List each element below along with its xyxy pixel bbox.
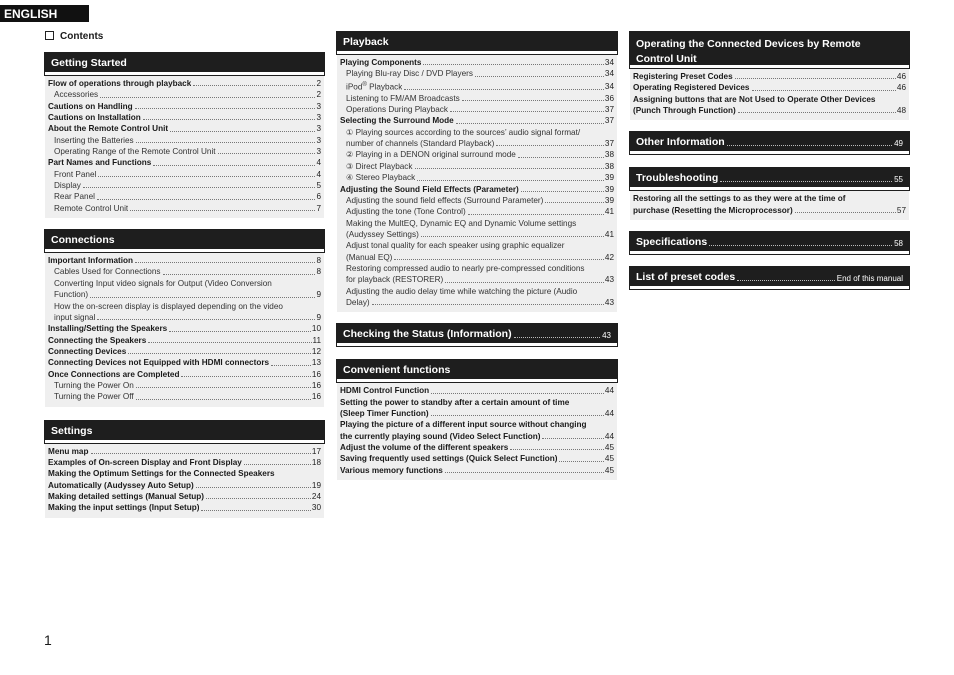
entry-text: number of channels (Standard Playback) — [346, 139, 495, 149]
dot-leader — [468, 214, 604, 215]
dot-leader — [738, 112, 896, 113]
section-troubleshooting — [630, 168, 909, 220]
toc-entry[interactable] — [48, 157, 321, 168]
entry-page: 37 — [604, 116, 614, 126]
entry-text: ③ Direct Playback — [346, 161, 413, 171]
entry-page: 39 — [604, 195, 614, 205]
dot-leader — [206, 498, 311, 499]
entry-text: Connecting Devices not Equipped with HDMI connectors — [48, 358, 270, 368]
entry-text: Part Names and Functions — [48, 158, 152, 168]
section-header-convenient[interactable] — [337, 360, 617, 382]
dot-leader — [431, 393, 604, 394]
toc-entry[interactable] — [340, 229, 614, 240]
entry-text: Remote Control Unit — [54, 203, 129, 213]
dot-leader — [181, 376, 310, 377]
dot-leader — [136, 399, 311, 400]
entry-text: Adjusting the tone (Tone Control) — [346, 207, 466, 217]
dot-leader — [97, 199, 315, 200]
convenient-entries — [337, 382, 617, 480]
dot-leader — [456, 123, 604, 124]
entry-page: 3 — [316, 124, 321, 134]
entry-text — [340, 80, 402, 93]
dot-leader — [445, 282, 604, 283]
toc-entry[interactable] — [48, 266, 321, 277]
dot-leader — [521, 191, 604, 192]
contents-heading — [45, 31, 103, 42]
section-playback — [337, 32, 617, 312]
toc-entry-line[interactable]: ① Playing sources according to the sources’ audio signal format/ — [346, 127, 581, 137]
toc-entry[interactable] — [340, 385, 614, 396]
section-title: Checking the Status (Information) — [343, 328, 512, 341]
section-header-troubleshooting[interactable] — [630, 168, 909, 190]
entry-page: 38 — [604, 161, 614, 171]
entry-text: Inserting the Batteries — [54, 135, 134, 145]
dot-leader — [709, 245, 892, 246]
dot-leader — [170, 131, 315, 132]
dot-leader — [394, 259, 603, 260]
playback-entries — [337, 54, 617, 312]
toc-entry[interactable] — [340, 149, 614, 160]
dot-leader — [153, 165, 315, 166]
column-1 — [45, 53, 324, 518]
toc-entry[interactable] — [48, 78, 321, 89]
entry-page: 5 — [316, 181, 321, 191]
entry-page: 2 — [316, 79, 321, 88]
toc-entry[interactable] — [48, 446, 321, 457]
entry-text: Once Connections are Completed — [48, 369, 180, 379]
contents-title: Contents — [60, 31, 104, 42]
entry-text: Connecting Devices — [48, 346, 127, 356]
entry-page: 39 — [604, 173, 614, 183]
entry-page: 16 — [311, 369, 321, 379]
section-specifications — [630, 232, 909, 254]
entry-text: for playback (RESTORER) — [346, 275, 444, 285]
ipod-name: iPod — [346, 82, 363, 92]
entry-page: 41 — [604, 207, 614, 217]
section-title: Specifications — [636, 236, 708, 249]
toc-entry[interactable] — [340, 68, 614, 79]
toc-entry[interactable] — [48, 380, 321, 391]
dot-leader — [431, 415, 604, 416]
entry-text: Making detailed settings (Manual Setup) — [48, 491, 205, 501]
section-title: Settings — [51, 424, 93, 437]
entry-page: 18 — [311, 457, 321, 467]
section-header-preset-codes[interactable] — [630, 267, 909, 289]
entry-text: Playing Components — [340, 58, 422, 67]
entry-page: 4 — [316, 169, 321, 179]
dot-leader — [163, 274, 316, 275]
dot-leader — [169, 331, 311, 332]
dot-leader — [372, 304, 604, 305]
dot-leader — [97, 319, 315, 320]
entry-text: Connecting the Speakers — [48, 335, 147, 345]
toc-entry-line[interactable]: Converting Input video signals for Output (Video Conversion — [54, 278, 272, 288]
toc-entry[interactable] — [48, 335, 321, 346]
entry-text: Front Panel — [54, 169, 97, 179]
entry-text: Turning the Power On — [54, 380, 134, 390]
entry-text: the currently playing sound (Video Select Function) — [340, 431, 541, 441]
section-settings — [45, 421, 324, 518]
section-title: Convenient functions — [343, 364, 451, 377]
entry-page: 16 — [311, 380, 321, 390]
remote-entries — [630, 68, 909, 120]
dot-leader — [423, 64, 603, 65]
dot-leader — [735, 78, 896, 79]
entry-text: Saving frequently used settings (Quick Select Function) — [340, 454, 558, 464]
dot-leader — [421, 236, 604, 237]
entry-page: 43 — [604, 275, 614, 285]
toc-entry[interactable] — [48, 169, 321, 180]
toc-entry[interactable] — [633, 105, 906, 116]
entry-text: Cautions on Handling — [48, 101, 133, 111]
entry-text: (Sleep Timer Function) — [340, 408, 429, 418]
dot-leader — [795, 212, 896, 213]
section-page: 55 — [894, 175, 903, 185]
toc-entry[interactable] — [48, 491, 321, 502]
entry-page: 13 — [311, 358, 321, 368]
toc-entry[interactable] — [340, 297, 614, 308]
toc-entry[interactable] — [48, 203, 321, 214]
toc-entry-line[interactable]: Restoring compressed audio to nearly pre-compressed conditions — [346, 263, 585, 273]
toc-entry[interactable] — [48, 480, 321, 491]
entry-text: Operating Range of the Remote Control Unit — [54, 147, 216, 157]
section-convenient-functions — [337, 360, 617, 480]
toc-entry[interactable] — [48, 89, 321, 100]
entry-page: 34 — [604, 69, 614, 79]
entry-page: 36 — [604, 93, 614, 103]
entry-text: Function) — [54, 290, 89, 300]
entry-text: Installing/Setting the Speakers — [48, 324, 168, 334]
entry-page: 16 — [311, 392, 321, 402]
entry-text: Cautions on Installation — [48, 113, 141, 123]
toc-entry[interactable] — [340, 93, 614, 104]
entry-text: Selecting the Surround Mode — [340, 116, 454, 126]
page-number: 1 — [44, 632, 52, 648]
entry-text: Listening to FM/AM Broadcasts — [346, 93, 460, 103]
dot-leader — [136, 142, 316, 143]
entry-page: 4 — [316, 158, 321, 168]
dot-leader — [415, 168, 604, 169]
toc-entry[interactable] — [340, 161, 614, 172]
toc-entry[interactable] — [48, 191, 321, 202]
entry-text: Cables Used for Connections — [54, 267, 161, 277]
toc-entry[interactable] — [633, 71, 906, 82]
dot-leader — [514, 337, 601, 338]
dot-leader — [135, 108, 316, 109]
entry-page: 3 — [316, 147, 321, 157]
toc-entry[interactable] — [340, 104, 614, 115]
toc-entry[interactable] — [340, 274, 614, 285]
getting-started-entries — [45, 75, 324, 218]
toc-entry[interactable] — [340, 115, 614, 126]
toc-entry[interactable] — [340, 172, 614, 183]
dot-leader — [462, 100, 604, 101]
section-page: 49 — [894, 139, 903, 149]
toc-entry[interactable] — [340, 442, 614, 453]
toc-entry[interactable] — [48, 101, 321, 112]
toc-entry[interactable] — [48, 391, 321, 402]
entry-text: input signal — [54, 312, 96, 322]
toc-entry[interactable] — [48, 123, 321, 134]
entry-page: 6 — [316, 192, 321, 202]
toc-entry-line[interactable]: Restoring all the settings to as they were at the time of — [633, 194, 846, 204]
toc-entry[interactable] — [48, 369, 321, 380]
entry-page: 37 — [604, 105, 614, 115]
dot-leader — [518, 157, 604, 158]
entry-text: Adjusting the Sound Field Effects (Parameter) — [340, 184, 519, 194]
entry-text: Delay) — [346, 297, 370, 307]
entry-page: 44 — [604, 431, 614, 441]
entry-text: Examples of On-screen Display and Front Display — [48, 457, 242, 467]
dot-leader — [201, 510, 310, 511]
section-header-connections[interactable] — [45, 230, 324, 252]
entry-text: Operations During Playback — [346, 105, 448, 115]
entry-text: Flow of operations through playback — [48, 79, 192, 88]
dot-leader — [196, 487, 311, 488]
toc-entry[interactable] — [340, 408, 614, 419]
entry-text: Automatically (Audyssey Auto Setup) — [48, 480, 194, 490]
entry-page: 45 — [604, 443, 614, 453]
section-page: 43 — [602, 331, 611, 341]
section-header-remote-operating[interactable] — [630, 32, 909, 68]
dot-leader — [545, 202, 604, 203]
section-checking-status — [337, 324, 617, 346]
toc-entry[interactable] — [48, 457, 321, 468]
dot-leader — [445, 472, 604, 473]
toc-entry[interactable] — [340, 206, 614, 217]
entry-page: 57 — [896, 205, 906, 215]
entry-text: Turning the Power Off — [54, 392, 134, 402]
entry-page: 10 — [311, 324, 321, 334]
entry-text: (Audyssey Settings) — [346, 229, 419, 239]
entry-text: HDMI Control Function — [340, 386, 430, 396]
entry-page: 30 — [311, 503, 321, 513]
dot-leader — [130, 210, 315, 211]
dot-leader — [475, 76, 604, 77]
dot-leader — [496, 145, 604, 146]
section-header-settings[interactable] — [45, 421, 324, 443]
entry-page: 8 — [316, 256, 321, 266]
section-header-specifications[interactable] — [630, 232, 909, 254]
toc-entry[interactable] — [633, 205, 906, 216]
checkbox-square-icon — [45, 31, 54, 40]
dot-leader — [450, 111, 604, 112]
dot-leader — [752, 90, 896, 91]
dot-leader — [91, 453, 311, 454]
dot-leader — [100, 97, 315, 98]
entry-text: Rear Panel — [54, 192, 95, 202]
toc-entry-line[interactable]: Adjusting the audio delay time while watching the picture (Audio — [346, 286, 578, 296]
dot-leader — [404, 89, 604, 90]
toc-entry-line[interactable]: Making the MultEQ, Dynamic EQ and Dynamic Volume settings — [346, 218, 577, 228]
section-header-other-information[interactable] — [630, 132, 909, 154]
entry-page: 12 — [311, 346, 321, 356]
entry-text: Adjusting the sound field effects (Surround Parameter) — [346, 195, 544, 205]
section-remote-operating — [630, 32, 909, 120]
entry-page: 7 — [316, 203, 321, 213]
troubleshooting-entries — [630, 190, 909, 220]
entry-page: 8 — [316, 267, 321, 277]
column-2 — [337, 32, 617, 480]
toc-entry-line[interactable]: Playing the picture of a different input source without changing — [340, 420, 587, 430]
dot-leader — [193, 85, 315, 86]
dot-leader — [135, 262, 315, 263]
toc-entry[interactable] — [48, 180, 321, 191]
entry-page: 17 — [311, 446, 321, 456]
toc-entry[interactable] — [340, 80, 614, 93]
entry-page: 42 — [604, 252, 614, 262]
toc-entry[interactable] — [340, 465, 614, 476]
dot-leader — [727, 145, 892, 146]
toc-entry[interactable] — [48, 312, 321, 323]
connections-entries — [45, 252, 324, 406]
entry-page: 39 — [604, 184, 614, 194]
dot-leader — [244, 464, 311, 465]
entry-text: Registering Preset Codes — [633, 72, 733, 81]
toc-entry[interactable] — [48, 146, 321, 157]
entry-text: purchase (Resetting the Microprocessor) — [633, 205, 793, 215]
toc-entry[interactable] — [48, 255, 321, 266]
toc-entry[interactable] — [340, 252, 614, 263]
entry-text: Menu map — [48, 446, 89, 456]
section-preset-codes — [630, 267, 909, 289]
toc-entry[interactable] — [48, 357, 321, 368]
entry-page: 44 — [604, 386, 614, 396]
section-other-information — [630, 132, 909, 154]
entry-text: Display — [54, 181, 81, 191]
dot-leader — [737, 280, 835, 281]
toc-entry[interactable] — [48, 289, 321, 300]
dot-leader — [90, 297, 315, 298]
section-page: 58 — [894, 239, 903, 249]
toc-entry-line[interactable]: Adjust tonal quality for each speaker using graphic equalizer — [346, 241, 565, 251]
section-title-line1: Operating the Connected Devices by Remote — [636, 38, 861, 50]
dot-leader — [83, 187, 316, 188]
entry-page: 48 — [896, 106, 906, 116]
toc-entry-line[interactable]: Assigning buttons that are Not Used to Operate Other Devices — [633, 94, 876, 104]
settings-entries — [45, 443, 324, 518]
entry-text: ② Playing in a DENON original surround mode — [346, 150, 516, 160]
entry-text: Making the input settings (Input Setup) — [48, 503, 200, 513]
entry-text: About the Remote Control Unit — [48, 124, 169, 134]
registered-mark: ® — [362, 81, 367, 88]
entry-text: Important Information — [48, 256, 134, 266]
connections-rest — [48, 323, 321, 402]
section-title: Troubleshooting — [636, 172, 719, 185]
toc-entry[interactable] — [48, 502, 321, 513]
entry-page: 46 — [896, 83, 906, 93]
entry-text: Operating Registered Devices — [633, 83, 750, 93]
toc-entry[interactable] — [48, 346, 321, 357]
dot-leader — [143, 119, 316, 120]
language-tab: ENGLISH — [0, 5, 89, 22]
toc-entry[interactable] — [340, 431, 614, 442]
toc-entry[interactable] — [48, 135, 321, 146]
toc-entry[interactable] — [633, 82, 906, 93]
section-title-line2: Control Unit — [636, 53, 697, 65]
entry-page: 46 — [896, 72, 906, 81]
toc-entry[interactable] — [48, 112, 321, 123]
entry-page: 41 — [604, 229, 614, 239]
entry-page: 3 — [316, 113, 321, 123]
toc-entry[interactable] — [340, 138, 614, 149]
entry-page: 45 — [604, 454, 614, 464]
toc-entry-line[interactable]: Making the Optimum Settings for the Connected Speakers — [48, 469, 275, 479]
section-title: Connections — [51, 234, 115, 247]
dot-leader — [510, 449, 604, 450]
dot-leader — [720, 181, 892, 182]
section-header-checking-status[interactable] — [337, 324, 617, 346]
entry-page: 9 — [316, 290, 321, 300]
entry-text: Various memory functions — [340, 465, 443, 475]
entry-page: 19 — [311, 480, 321, 490]
toc-entry-line[interactable]: How the on-screen display is displayed depending on the video — [54, 301, 283, 311]
entry-page: 34 — [604, 58, 614, 67]
entry-page: 38 — [604, 150, 614, 160]
entry-page: 9 — [316, 312, 321, 322]
section-page: End of this manual — [836, 274, 903, 284]
toc-entry[interactable] — [340, 453, 614, 464]
entry-page: 37 — [604, 139, 614, 149]
dot-leader — [148, 342, 311, 343]
section-header-playback[interactable] — [337, 32, 617, 54]
dot-leader — [542, 438, 603, 439]
entry-text: ④ Stereo Playback — [346, 173, 416, 183]
dot-leader — [128, 353, 311, 354]
section-title: Playback — [343, 36, 389, 48]
toc-entry-line[interactable]: Setting the power to standby after a certain amount of time — [340, 397, 570, 407]
dot-leader — [98, 176, 315, 177]
entry-page: 3 — [316, 135, 321, 145]
section-title: Other Information — [636, 136, 725, 149]
entry-page: 34 — [604, 82, 614, 92]
section-connections — [45, 230, 324, 406]
entry-page: 24 — [311, 491, 321, 501]
section-getting-started — [45, 53, 324, 218]
dot-leader — [136, 387, 311, 388]
entry-text: (Manual EQ) — [346, 252, 393, 262]
entry-text: (Punch Through Function) — [633, 106, 736, 116]
entry-page: 2 — [316, 90, 321, 100]
ipod-rest: Playback — [366, 82, 403, 92]
entry-page: 43 — [604, 297, 614, 307]
entry-page: 45 — [604, 465, 614, 475]
toc-entry[interactable] — [48, 323, 321, 334]
column-3 — [630, 32, 909, 289]
dot-leader — [271, 365, 311, 366]
entry-text: Adjust the volume of the different speakers — [340, 443, 509, 453]
entry-text: Playing Blu-ray Disc / DVD Players — [346, 69, 473, 79]
entry-text: Accessories — [54, 90, 99, 100]
entry-page: 11 — [312, 335, 321, 345]
entry-page: 44 — [604, 408, 614, 418]
section-header-getting-started[interactable] — [45, 53, 324, 75]
dot-leader — [559, 461, 603, 462]
toc-entry[interactable] — [340, 184, 614, 195]
dot-leader — [417, 180, 604, 181]
section-title: List of preset codes — [636, 271, 736, 284]
entry-page: 3 — [316, 101, 321, 111]
section-title: Getting Started — [51, 57, 127, 69]
toc-entry[interactable] — [340, 195, 614, 206]
dot-leader — [218, 153, 316, 154]
toc-entry[interactable] — [340, 57, 614, 68]
